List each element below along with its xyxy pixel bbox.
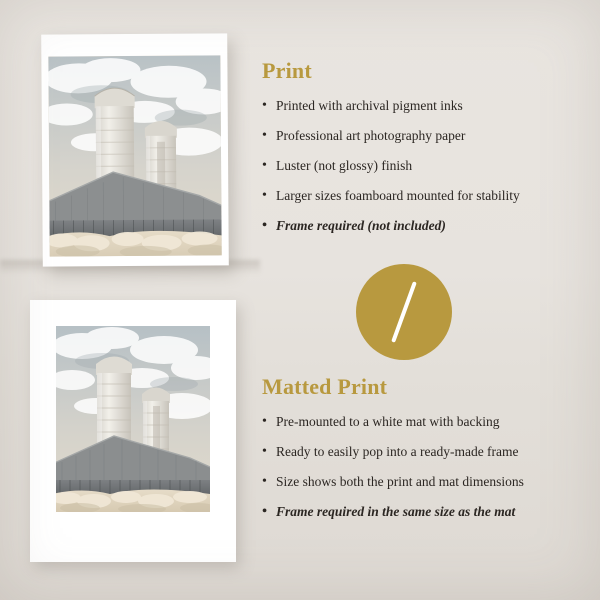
print-sample-matted xyxy=(30,300,236,562)
matted-print-heading: Matted Print xyxy=(262,374,388,399)
slash-icon xyxy=(391,281,417,343)
list-item-emphasis: • Frame required (not included) xyxy=(262,218,588,235)
artwork-barn-silos-bottom xyxy=(56,326,210,512)
print-heading: Print xyxy=(262,58,312,83)
list-item: • Luster (not glossy) finish xyxy=(262,158,588,175)
artwork-barn-silos-top xyxy=(48,55,221,256)
list-item: • Pre-mounted to a white mat with backing xyxy=(262,414,588,431)
list-item-emphasis: • Frame required in the same size as the mat xyxy=(262,504,588,521)
list-item: • Ready to easily pop into a ready-made frame xyxy=(262,444,588,461)
print-sample-unmatted xyxy=(41,33,229,266)
matted-print-feature-list xyxy=(262,414,588,521)
section-divider-circle xyxy=(356,264,452,360)
list-item: • Size shows both the print and mat dimensions xyxy=(262,474,588,491)
print-feature-list xyxy=(262,98,588,234)
list-item: • Printed with archival pigment inks xyxy=(262,98,588,115)
list-item: • Larger sizes foamboard mounted for stability xyxy=(262,188,588,205)
matted-print-info-block xyxy=(262,374,588,534)
list-item: • Professional art photography paper xyxy=(262,128,588,145)
print-info-block xyxy=(262,58,588,247)
